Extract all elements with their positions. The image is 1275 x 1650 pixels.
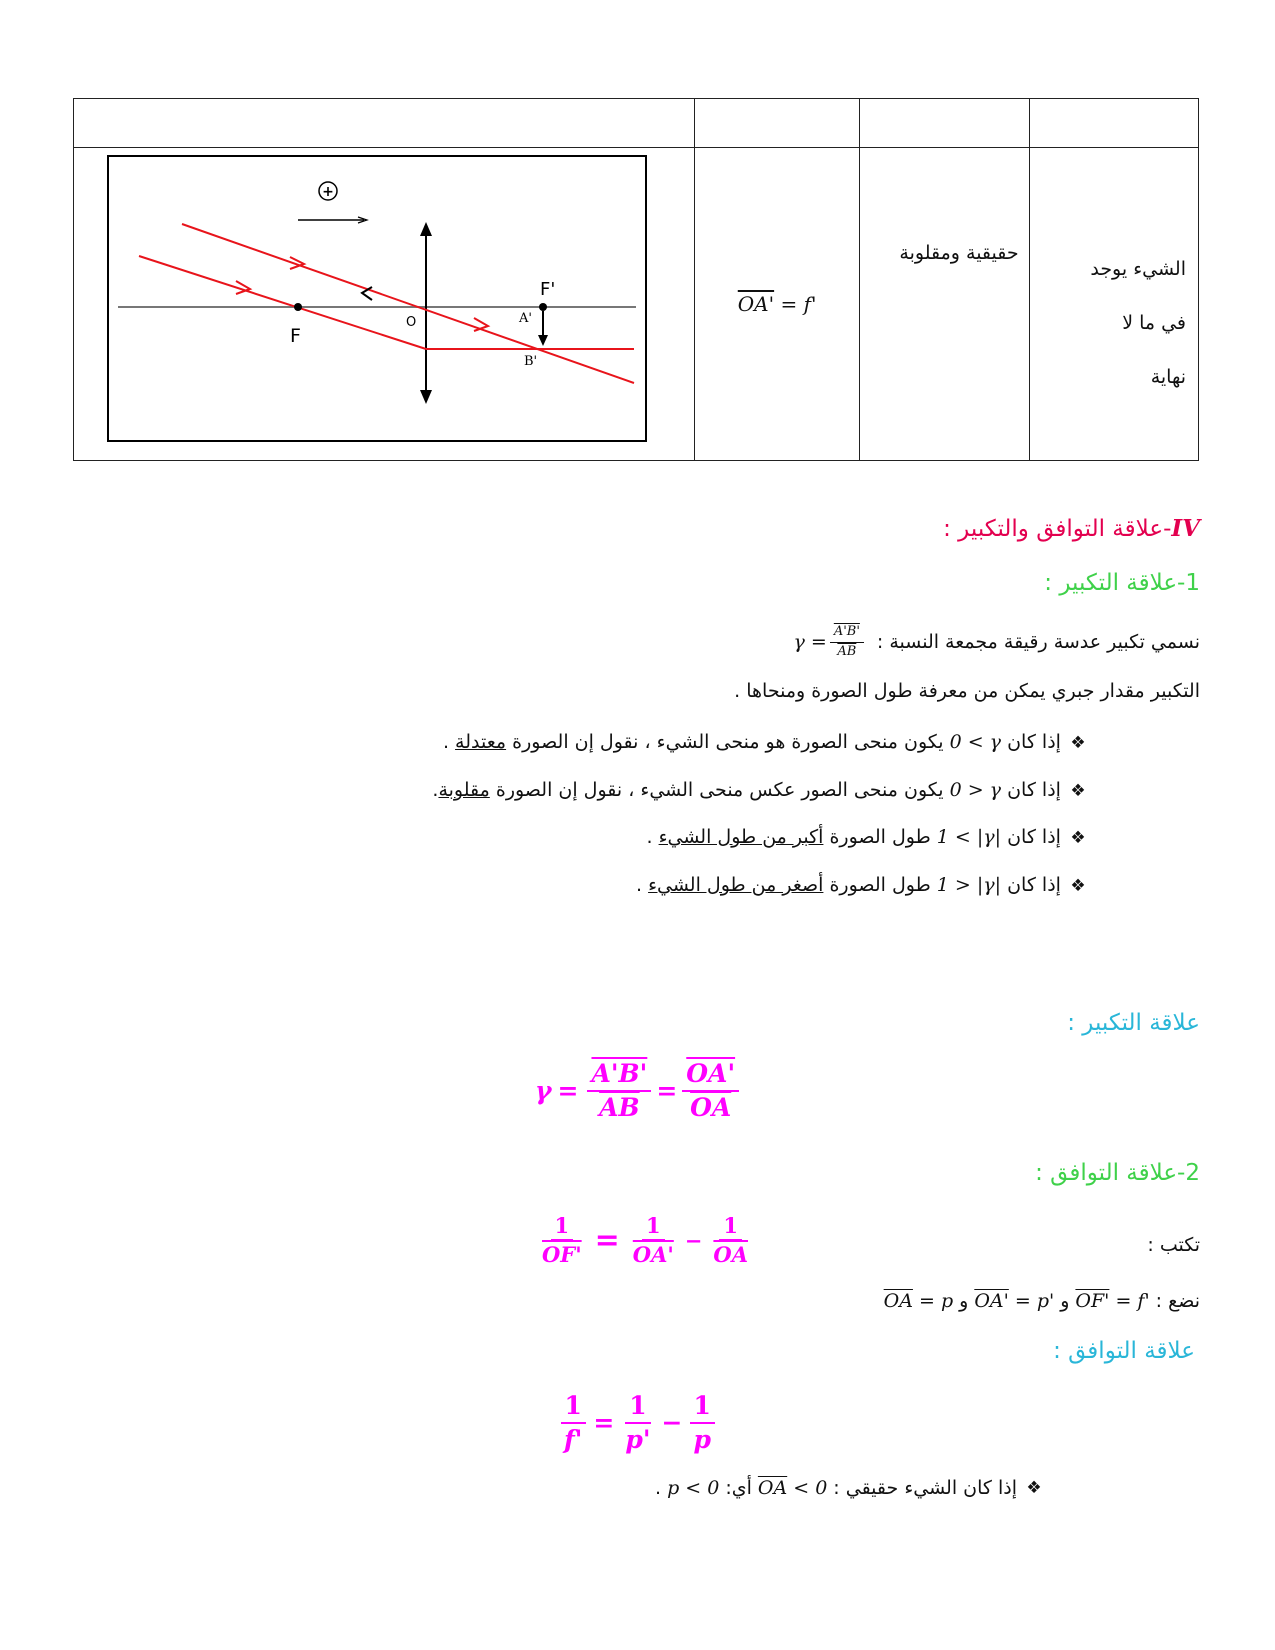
equals-sign: = [593,1408,615,1437]
fraction-denominator: OA [713,1242,748,1268]
definition-fraction [830,625,864,659]
bullet-post: طول الصورة [829,826,931,848]
bullet-underlined: أصغر من طول الشيء [648,874,824,896]
bullet-end: . [635,874,649,896]
fraction-denominator: AB [837,643,857,659]
bullet-icon: ❖ [1070,733,1086,753]
magnification-definition [793,620,1200,664]
magnification-equation [535,1060,742,1121]
conjugation-equation [535,1214,755,1266]
label-F: F [290,325,301,347]
lens-table [73,98,1199,461]
write-label: تكتب : [1147,1234,1200,1256]
diagram-frame [108,156,646,441]
focus-point-F-prime [539,303,547,311]
section-title [943,515,1200,542]
table-row [74,148,1199,461]
bullet-pre: إذا كان [1007,874,1061,896]
fraction-denominator: p' [625,1424,651,1454]
condition-pre: إذا كان الشيء حقيقي : [833,1477,1017,1499]
bullet-icon: ❖ [1070,781,1086,801]
fraction-focal [538,1214,586,1266]
equals-sign: = [557,1076,579,1105]
gamma-symbol: γ [535,1076,552,1105]
conjugation-relation [557,1392,718,1453]
bullet-icon: ❖ [1070,828,1086,848]
and-word: و [959,1290,969,1312]
label-B-prime: B' [524,354,538,369]
image-object-ratio [587,1060,651,1121]
fraction-numerator: 1 [719,1214,742,1241]
nature-text: حقيقية ومقلوبة [899,242,1019,264]
condition-oa: $\overline{OA} < 0$ [757,1477,828,1499]
fraction-numerator: 1 [690,1392,715,1424]
list-item [432,778,1089,825]
list-item [432,825,1089,873]
header-cell-formula [695,99,860,148]
fraction-object [709,1214,752,1266]
formula-cell [695,148,860,461]
fraction-numerator: 1 [551,1214,574,1241]
bullet-post: طول الصورة [829,874,931,896]
equals-sign: = [594,1222,620,1258]
table-header-row [74,99,1199,148]
position-line: الشيء يوجد [1090,258,1186,280]
definition-text: نسمي تكبير عدسة رقيقة مجمعة النسبة : [876,631,1200,653]
subsection-2-title: 2-علاقة التوافق : [1035,1160,1200,1186]
bullet-condition: 0 > γ [949,779,1002,801]
notation-focal: OF' = f' [1075,1290,1150,1312]
fraction-denominator: p [693,1424,711,1454]
fraction-image [621,1392,654,1453]
bullet-end: . [646,826,659,848]
list-item [432,730,1089,778]
label-A-prime: A' [519,311,532,326]
minus-sign: − [661,1408,683,1437]
bullet-underlined: أكبر من طول الشيء [658,826,824,848]
and-word: و [1060,1290,1070,1312]
set-label: نضع : [1155,1290,1200,1312]
minus-sign: − [684,1227,703,1253]
equals-sign: = [656,1076,678,1105]
header-cell-nature [860,99,1029,148]
fraction-numerator: 1 [642,1214,665,1241]
nature-cell [860,148,1029,461]
condition-end: . [655,1477,662,1499]
bullet-underlined: مقلوبة [438,779,490,801]
position-line: في ما لا [1122,312,1186,334]
algebraic-note: التكبير مقدار جبري يمكن من معرفة طول الصورة ومنحاها . [734,680,1200,702]
bullet-condition: 1 > |γ| [936,874,1002,896]
fraction-denominator: AB [599,1092,640,1122]
fraction-object [689,1392,714,1453]
plus-label: + [322,184,334,200]
condition-p: p < 0 [667,1477,720,1499]
section-title-text: -علاقة التوافق والتكبير : [943,516,1172,542]
section-number: IV [1171,515,1200,542]
fraction-numerator: A'B' [830,625,864,642]
bullet-condition: 0 < γ [949,731,1002,753]
position-cell [1029,148,1198,461]
bullet-icon: ❖ [1026,1478,1042,1498]
fraction-denominator: OA [690,1092,732,1122]
subsection-1-title: 1-علاقة التكبير : [1044,570,1200,596]
bullet-post: يكون منحى الصورة هو منحى الشيء ، نقول إن الصورة [512,731,944,753]
header-cell-diagram [74,99,695,148]
fraction-numerator: A'B' [587,1060,651,1092]
fraction-denominator: OA' [632,1242,674,1268]
label-O: O [406,315,417,330]
bullet-underlined: معتدلة [455,731,507,753]
magnification-relation-title: علاقة التكبير : [1067,1010,1200,1036]
fraction-denominator: f' [564,1424,583,1454]
bullet-pre: إذا كان [1007,779,1061,801]
bullet-pre: إذا كان [1007,826,1061,848]
fraction-denominator: OF' [542,1242,582,1268]
fraction-focal [560,1392,586,1453]
real-object-condition [655,1477,1045,1499]
bullet-icon: ❖ [1070,876,1086,896]
label-F-prime: F' [540,279,556,300]
bullet-post: يكون منحى الصور عكس منحى الشيء ، نقول إن الصورة [495,779,944,801]
notation-line [884,1290,1200,1312]
bullet-end: . [432,779,439,801]
conjugation-relation-title: علاقة التوافق : [1053,1338,1195,1364]
gamma-eq: γ = [793,631,827,653]
bullet-list [432,730,1089,921]
notation-image: OA' = p' [974,1290,1055,1312]
diagram-cell [74,148,695,461]
lens-diagram [74,148,694,460]
image-position-formula: OA' = f' [737,292,817,316]
fraction-numerator: OA' [682,1060,739,1092]
bullet-end: . [442,731,456,753]
focus-point-F [294,303,302,311]
fraction-numerator: 1 [561,1392,586,1424]
bullet-pre: إذا كان [1007,731,1061,753]
fraction-numerator: 1 [625,1392,650,1424]
bullet-condition: 1 < |γ| [936,826,1002,848]
header-cell-position [1029,99,1198,148]
distance-ratio [682,1060,739,1121]
definition-formula [793,625,866,659]
list-item [432,873,1089,921]
condition-mid: أي: [725,1477,752,1499]
fraction-image [629,1214,678,1266]
notation-object: $\overline{OA} = p$ [883,1290,954,1312]
position-line: نهاية [1150,366,1186,388]
